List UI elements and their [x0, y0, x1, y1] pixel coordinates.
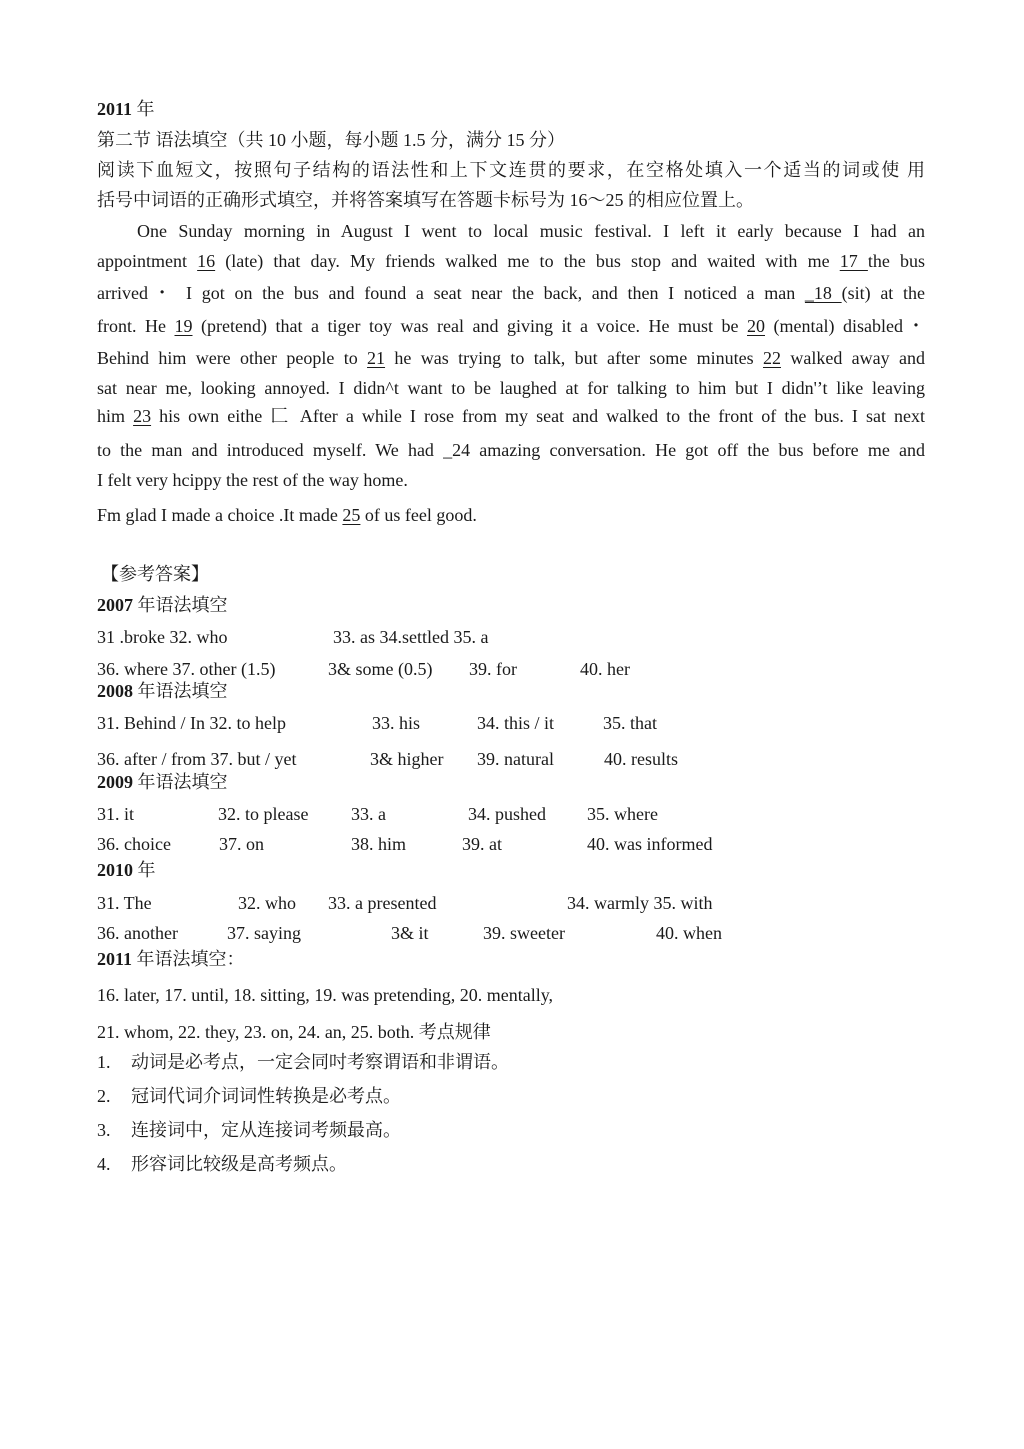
answer-item: 39. at	[462, 834, 502, 854]
answer-item: 36. after / from 37. but / yet	[97, 749, 297, 769]
passage-line: I felt very hcippy the rest of the way home.	[97, 470, 408, 490]
rule-item	[97, 1153, 347, 1175]
instruction-line-2: 括号中词语的正确形式填空，并将答案填写在答题卡标号为 16～25 的相应位置上。	[97, 190, 754, 210]
answer-item: 36. choice	[97, 834, 171, 854]
passage-text: (late) that day. My friends walked me to the bus stop and waited with me	[215, 251, 840, 271]
passage-line: One Sunday morning in August I went to local music festival. I left it early because I had an	[137, 221, 925, 241]
passage-line	[97, 504, 477, 526]
year-number: 2010	[97, 860, 133, 880]
answer-item: 35. where	[587, 804, 658, 824]
answers-2010-row-1	[97, 892, 927, 914]
instruction-line-1: 阅读下血短文，按照句子结构的语法性和上下文连贯的要求，在空格处填入一个适当的词或使 用	[97, 160, 925, 180]
answer-item: 40. results	[604, 749, 678, 769]
passage-line	[97, 282, 925, 304]
blank-16: 16	[197, 251, 216, 271]
rule-text: 动词是必考点，一定会同吋考察谓语和非谓语。	[131, 1052, 509, 1072]
passage-text: his own eithe 匚 After a while I rose from my seat and walked to the front of the bus. I sat next	[151, 406, 925, 426]
answer-item: 36. where 37. other (1.5)	[97, 659, 276, 679]
rule-item	[97, 1119, 401, 1141]
answer-item: 37. saying	[227, 923, 301, 943]
rule-text: 冠词代词介词词性转换是必考点。	[131, 1086, 401, 1106]
passage-line	[97, 405, 925, 427]
rule-item	[97, 1085, 401, 1107]
answers-heading: 【参考答案】	[101, 564, 209, 584]
rule-number: 3.	[97, 1120, 111, 1140]
blank-18: _18	[804, 283, 842, 303]
answers-2007-title	[97, 594, 228, 616]
answers-2010-row-2	[97, 922, 927, 944]
passage-text: of us feel good.	[360, 505, 477, 525]
answers-2007-row-2	[97, 658, 927, 680]
answer-item: 36. another	[97, 923, 178, 943]
blank-21: 21	[367, 348, 386, 368]
year-number: 2008	[97, 681, 133, 701]
blank-23: 23	[133, 406, 152, 426]
year-number: 2009	[97, 772, 133, 792]
passage-text: walked away and	[781, 348, 925, 368]
answer-item: 40. was informed	[587, 834, 713, 854]
answer-item: 33. a presented	[328, 893, 437, 913]
year-heading	[97, 98, 155, 120]
answer-item: 38. him	[351, 834, 407, 854]
section-title: 第二节 语法填空（共 10 小题，每小题 1.5 分，满分 15 分）	[97, 130, 565, 150]
answer-item: 3& higher	[370, 749, 444, 769]
answer-item: 37. on	[219, 834, 264, 854]
answer-item: 31. Behind / In 32. to help	[97, 713, 286, 733]
passage-text: (mental) disabled・	[765, 316, 925, 336]
blank-17: 17	[839, 251, 868, 271]
year-number: 2007	[97, 595, 133, 615]
answer-item: 34. this / it	[477, 713, 555, 733]
passage-text: him	[97, 406, 134, 426]
answer-item: 31 .broke 32. who	[97, 627, 228, 647]
passage-line	[97, 250, 925, 272]
year-title-text: 年语法填空	[133, 772, 228, 792]
answer-item: 34. warmly 35. with	[567, 893, 713, 913]
year-title-text: 年语法填空	[133, 595, 228, 615]
passage-line	[97, 347, 925, 369]
passage-line: sat near me, looking annoyed. I didn^t want to be laughed at for talking to him but I didn'’t like leaving	[97, 378, 925, 398]
passage-text: front. He	[97, 316, 175, 336]
answers-2009-row-2	[97, 833, 927, 855]
passage-text: appointment	[97, 251, 198, 271]
answer-item: 33. a	[351, 804, 386, 824]
answer-item: 33. his	[372, 713, 421, 733]
passage-text: arrived・ I got on the bus and found a seat near the back, and then I noticed a man	[97, 283, 805, 303]
answer-item: 40. her	[580, 659, 630, 679]
blank-20: 20	[747, 316, 765, 336]
answers-2011-title	[97, 948, 245, 970]
blank-22: 22	[763, 348, 781, 368]
answer-item: 31. it	[97, 804, 135, 824]
answers-2011-row-2: 21. whom, 22. they, 23. on, 24. an, 25. both. 考点规律	[97, 1022, 491, 1042]
answer-item: 39. sweeter	[483, 923, 565, 943]
answers-2007-row-1	[97, 626, 927, 648]
answers-2008-row-1	[97, 712, 927, 734]
rule-number: 1.	[97, 1052, 111, 1072]
rule-text: 形容词比较级是高考频点。	[131, 1154, 347, 1174]
answers-2010-title	[97, 859, 156, 881]
passage-line	[97, 315, 925, 337]
passage-text: he was trying to talk, but after some minutes	[385, 348, 763, 368]
answer-item: 31. The	[97, 893, 152, 913]
answer-item: 32. to please	[218, 804, 309, 824]
passage-text: Fm glad I made a choice .It made	[97, 505, 343, 525]
rule-text: 连接词中，定从连接词考频最高。	[131, 1120, 401, 1140]
answers-2009-title	[97, 771, 228, 793]
blank-25: 25	[342, 505, 361, 525]
answers-2011-row-1: 16. later, 17. until, 18. sitting, 19. was pretending, 20. mentally,	[97, 985, 554, 1005]
year-title-text: 年语法填空：	[132, 949, 245, 969]
answer-item: 3& some (0.5)	[328, 659, 433, 679]
answer-item: 32. who	[238, 893, 296, 913]
passage-text: (pretend) that a tiger toy was real and giving it a voice. He must be	[192, 316, 747, 336]
passage-text: Behind him were other people to	[97, 348, 368, 368]
answer-item: 33. as 34.settled 35. a	[333, 627, 489, 647]
answers-2008-row-2	[97, 748, 927, 770]
passage-line: to the man and introduced myself. We had _24 amazing conversation. He got off the bus before me and	[97, 440, 925, 460]
answer-item: 3& it	[391, 923, 429, 943]
answer-item: 39. for	[469, 659, 517, 679]
rule-number: 2.	[97, 1086, 111, 1106]
year-number: 2011	[97, 949, 133, 969]
passage-text: the bus	[867, 251, 926, 271]
answer-item: 39. natural	[477, 749, 554, 769]
passage-text: (sit) at the	[841, 283, 925, 303]
answers-2008-title	[97, 680, 228, 702]
answers-2009-row-1	[97, 803, 927, 825]
year-title-text: 年语法填空	[133, 681, 228, 701]
year-number: 2011	[97, 99, 133, 119]
answer-item: 35. that	[603, 713, 657, 733]
rule-number: 4.	[97, 1154, 111, 1174]
rule-item	[97, 1051, 509, 1073]
blank-19: 19	[174, 316, 193, 336]
year-title-text: 年	[133, 860, 156, 880]
year-suffix: 年	[132, 99, 155, 119]
answer-item: 40. when	[656, 923, 722, 943]
answer-item: 34. pushed	[468, 804, 546, 824]
